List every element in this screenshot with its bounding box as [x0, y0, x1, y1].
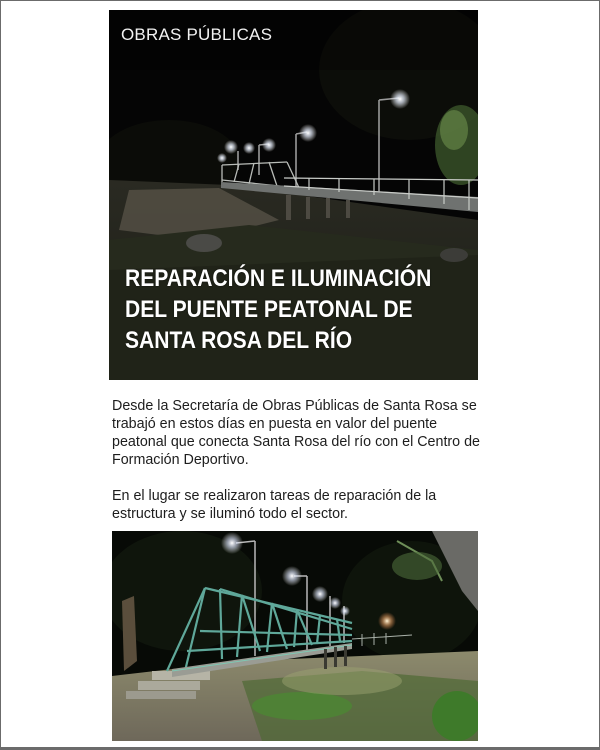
headline-line-1: REPARACIÓN E ILUMINACIÓN — [125, 265, 432, 292]
hero-image — [109, 10, 478, 380]
article-paragraph-1: Desde la Secretaría de Obras Públicas de Santa Rosa se trabajó en estos días en puesta en valor del puente peatonal que conecta Santa Rosa del río con el Centro de Formación Deportivo. — [112, 398, 480, 468]
section-label: OBRAS PÚBLICAS — [121, 25, 273, 44]
headline-line-2: DEL PUENTE PEATONAL DE — [125, 296, 413, 323]
bridge-photo — [112, 531, 478, 741]
article-body — [112, 397, 492, 541]
headline-line-3: SANTA ROSA DEL RÍO — [125, 327, 353, 354]
article-paragraph-2: En el lugar se realizaron tareas de reparación de la estructura y se iluminó todo el sector. — [112, 488, 437, 522]
bridge-photo-illustration — [112, 531, 478, 741]
article-headline — [125, 263, 432, 356]
